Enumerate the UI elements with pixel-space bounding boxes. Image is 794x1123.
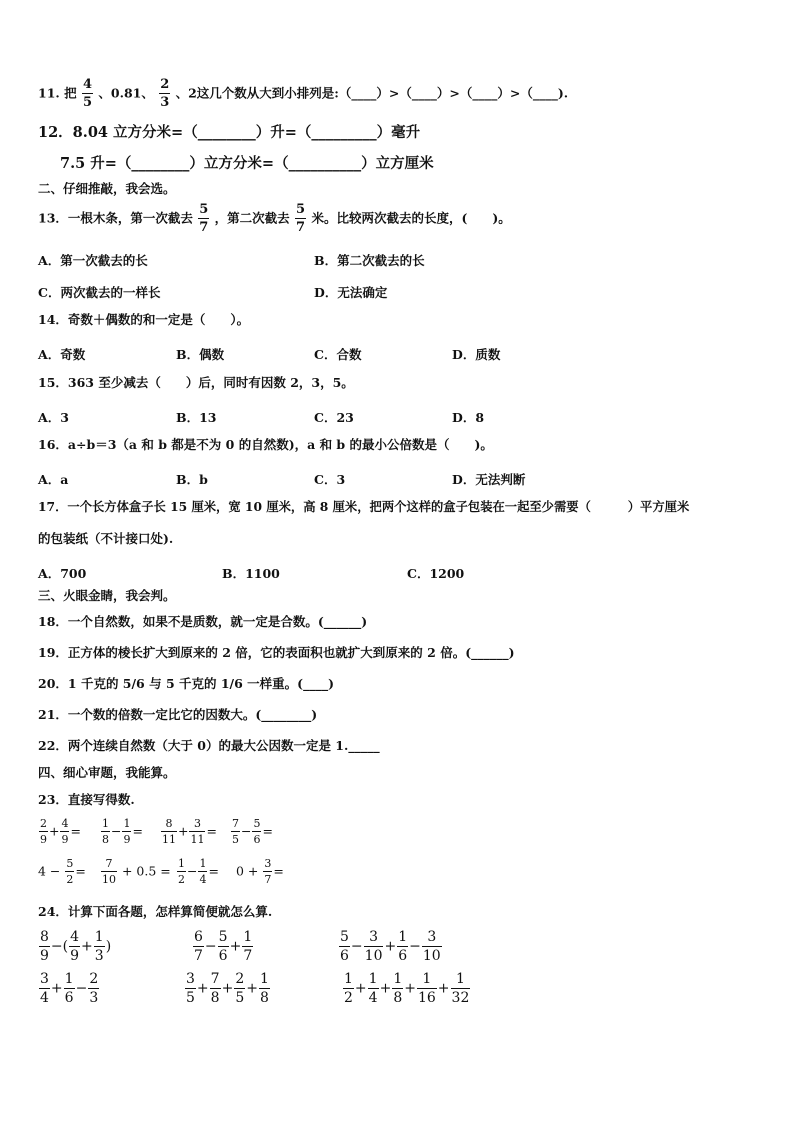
denominator: 9 [70,948,80,964]
operator: + [81,938,93,955]
numerator: 6 [194,929,203,945]
numerator: 5 [296,202,306,217]
fraction [189,818,205,845]
fraction-5-7 [295,203,306,234]
fraction [161,818,177,845]
operator: − [111,823,122,839]
option-d[interactable]: D．无法确定 [314,285,388,300]
option-a[interactable]: A．a [38,472,69,487]
expression-prefix: 4 − [38,863,61,879]
fraction [422,930,442,963]
calc-1-4 [230,818,273,845]
operator: + [354,980,367,997]
numerator: 5 [340,929,349,945]
fraction [343,972,354,1005]
fraction [122,818,131,845]
numerator: 2 [89,971,99,987]
expression-suffix: + 0.5 = [121,863,171,879]
numerator: 5 [66,857,74,870]
numerator: 5 [253,817,261,830]
denominator: 7 [296,220,306,235]
fraction [242,930,253,963]
fraction [39,930,50,963]
operator: − [187,863,198,879]
denominator: 5 [232,833,239,846]
numerator: 1 [94,929,104,945]
numerator: 3 [189,818,205,832]
q11-text-1: 把 [64,85,77,101]
denominator: 6 [398,948,408,964]
denominator: 16 [417,990,436,1006]
equals-sign: = [70,823,81,839]
operator: + [384,938,397,955]
question-20: 20．1 千克的 5/6 与 5 千克的 1/6 一样重。(____) [38,676,335,691]
operator: + [229,938,242,955]
denominator: 9 [40,833,47,846]
numerator: 3 [264,857,272,870]
numerator: 1 [199,857,207,870]
operator: + [196,980,209,997]
calc-2-2 [100,858,171,885]
operator: − [204,938,217,955]
option-c[interactable]: C．合数 [314,347,362,362]
question-24: 24．计算下面各题，怎样算简便就怎么算. [38,904,273,919]
fraction [451,972,471,1005]
question-11 [38,78,568,109]
operator: + [50,980,63,997]
numerator: 2 [160,77,170,92]
option-b[interactable]: B．偶数 [176,347,225,362]
section-4-heading: 四、细心审题，我能算。 [38,765,176,780]
denominator: 3 [94,948,104,964]
equals-sign: = [132,823,143,839]
q13-text-3: 米。比较两次截去的长度，( )。 [311,210,511,226]
operator: + [404,980,416,997]
fraction [368,972,379,1005]
numerator: 1 [64,971,74,987]
denominator: 11 [162,833,176,846]
numerator: 7 [232,817,239,830]
operator: − [409,938,421,955]
question-19: 19．正方体的棱长扩大到原来的 2 倍，它的表面积也就扩大到原来的 2 倍。(______) [38,645,515,660]
operator: + [379,980,392,997]
denominator: 5 [186,990,195,1006]
denominator: 4 [368,990,378,1006]
numerator: 3 [364,930,384,947]
calc-2-3 [176,858,219,885]
fraction [193,930,204,963]
denominator: 6 [253,833,261,846]
fraction [64,972,75,1005]
denominator: 6 [218,948,228,964]
expression-prefix: 0 + [236,863,259,879]
numerator: 1 [344,971,353,987]
question-15: 15．363 至少减去（ ）后，同时有因数 2，3，5。 [38,375,354,390]
close-paren: ) [105,938,112,955]
option-c[interactable]: C．两次截去的一样长 [38,285,161,300]
q11-text-3: 、2这几个数从大到小排列是:（____）>（____）>（____）>（____). [175,85,569,101]
question-14: 14．奇数＋偶数的和一定是（ ）。 [38,312,250,327]
fraction [39,972,50,1005]
numerator: 1 [243,929,253,945]
fraction [259,972,270,1005]
numerator: 1 [393,971,403,987]
denominator: 9 [123,833,131,846]
denominator: 8 [259,990,269,1006]
numerator: 4 [82,77,93,92]
question-16: 16．a÷b＝3（a 和 b 都是不为 0 的自然数)，a 和 b 的最小公倍数是（ )。 [38,437,493,452]
operator: + [178,823,189,839]
expression-3 [338,930,443,963]
denominator: 5 [82,95,93,110]
operator: − [75,980,88,997]
fraction-2-3 [159,78,170,109]
denominator: 2 [178,873,185,886]
option-c[interactable]: C．3 [314,472,346,487]
numerator: 3 [186,971,195,987]
question-18: 18．一个自然数，如果不是质数，就一定是合数。(______) [38,614,368,629]
operator: −( [50,938,69,955]
numerator: 5 [218,929,228,945]
fraction [94,930,105,963]
q13-text-2: ，第二次截去 [214,210,290,226]
denominator: 7 [264,873,272,886]
numerator: 2 [235,971,245,987]
fraction [218,930,229,963]
operator: + [246,980,258,997]
denominator: 3 [89,990,99,1006]
denominator: 6 [340,948,349,964]
fraction [177,858,186,885]
section-3-heading: 三、火眼金睛，我会判。 [38,588,176,603]
operator: + [49,823,60,839]
section-2-heading: 二、仔细推敲，我会选。 [38,181,176,196]
question-12-line-1: 12．8.04 立方分米=（________）升=（_________）毫升 [38,124,421,141]
operator: − [350,938,363,955]
option-b[interactable]: B．b [176,472,208,487]
question-17-line-1: 17．一个长方体盒子长 15 厘米，宽 10 厘米，高 8 厘米，把两个这样的盒子包装在一起至少需要（ ）平方厘米 [38,499,690,514]
numerator: 1 [368,971,378,987]
numerator: 8 [161,818,177,832]
fraction [198,858,207,885]
fraction [101,858,117,885]
denominator: 2 [344,990,353,1006]
numerator: 1 [178,857,185,870]
option-a[interactable]: A．奇数 [38,347,86,362]
fraction [392,972,403,1005]
denominator: 3 [160,95,170,110]
question-12-line-2: 7.5 升=（________）立方分米=（__________）立方厘米 [60,155,434,172]
numerator: 5 [199,202,209,217]
operator: + [437,980,450,997]
question-17-line-2: 的包装纸（不计接口处). [38,531,174,546]
option-b[interactable]: B．第二次截去的长 [314,253,425,268]
expression-5 [184,972,271,1005]
numerator: 4 [70,929,80,945]
numerator: 1 [451,972,471,989]
numerator: 1 [102,817,109,830]
question-23: 23．直接写得数. [38,792,135,807]
denominator: 4 [40,990,49,1006]
denominator: 9 [40,948,49,964]
denominator: 8 [210,990,220,1006]
option-a[interactable]: A．第一次截去的长 [38,253,148,268]
fraction [65,858,74,885]
denominator: 4 [199,873,207,886]
denominator: 5 [235,990,245,1006]
option-a[interactable]: A．700 [38,566,87,581]
question-22: 22．两个连续自然数（大于 0）的最大公因数一定是 1._____ [38,738,380,753]
denominator: 10 [422,948,441,964]
numerator: 8 [40,929,49,945]
fraction [234,972,245,1005]
equals-sign: = [262,823,273,839]
equals-sign: = [206,823,217,839]
expression-2 [192,930,254,963]
option-b[interactable]: B．1100 [222,566,280,581]
numerator: 3 [40,971,49,987]
option-d[interactable]: D．8 [452,410,485,425]
option-b[interactable]: B．13 [176,410,217,425]
fraction [339,930,350,963]
fraction [263,858,272,885]
numerator: 1 [417,972,437,989]
question-number: 11. [38,85,60,101]
option-a[interactable]: A．3 [38,410,69,425]
denominator: 7 [243,948,253,964]
denominator: 7 [199,220,209,235]
equals-sign: = [75,863,86,879]
calc-1-2 [100,818,143,845]
fraction [397,930,408,963]
denominator: 11 [190,833,205,846]
numerator: 7 [101,858,117,872]
numerator: 2 [40,817,47,830]
q13-text-1: 13．一根木条，第一次截去 [38,210,193,226]
fraction [364,930,384,963]
denominator: 2 [66,873,74,886]
denominator: 7 [194,948,203,964]
numerator: 7 [210,971,220,987]
option-d[interactable]: D．无法判断 [452,472,526,487]
denominator: 10 [364,948,383,964]
fraction [231,818,240,845]
calc-1-3 [160,818,217,845]
q11-text-2: 、0.81、 [98,85,154,101]
calc-2-1 [38,858,86,885]
fraction [210,972,221,1005]
numerator: 1 [123,817,131,830]
denominator: 10 [102,873,116,886]
fraction [101,818,110,845]
expression-4 [38,972,100,1005]
denominator: 8 [393,990,403,1006]
numerator: 1 [259,971,269,987]
fraction-4-5 [82,78,93,109]
equals-sign: = [208,863,219,879]
fraction-5-7 [198,203,209,234]
fraction [69,930,80,963]
calc-2-4 [236,858,284,885]
numerator: 3 [422,930,442,947]
denominator: 8 [102,833,109,846]
fraction [39,818,48,845]
fraction [252,818,261,845]
calc-1-1 [38,818,81,845]
option-c[interactable]: C．1200 [407,566,465,581]
fraction [60,818,69,845]
question-13 [38,203,511,234]
denominator: 6 [64,990,74,1006]
fraction [185,972,196,1005]
denominator: 32 [451,990,470,1006]
operator: + [221,980,234,997]
option-d[interactable]: D．质数 [452,347,501,362]
denominator: 9 [61,833,69,846]
expression-1 [38,930,111,963]
question-21: 21．一个数的倍数一定比它的因数大。(________) [38,707,318,722]
fraction [88,972,99,1005]
expression-6 [342,972,471,1005]
equals-sign: = [273,863,284,879]
numerator: 1 [398,929,408,945]
numerator: 4 [61,817,69,830]
fraction [417,972,437,1005]
option-c[interactable]: C．23 [314,410,354,425]
operator: − [241,823,252,839]
